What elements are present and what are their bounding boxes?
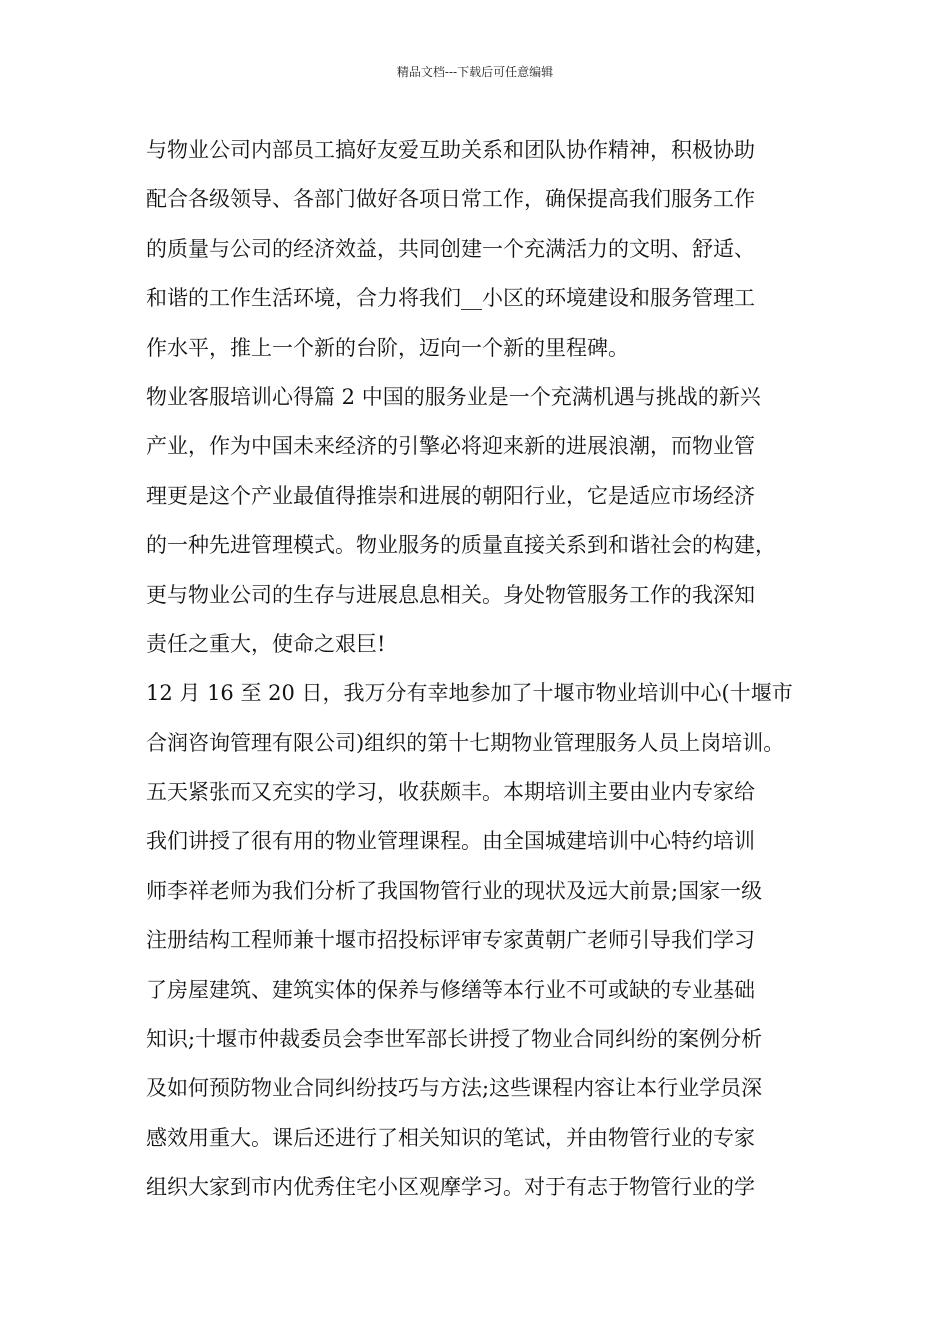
text-line: 五天紧张而又充实的学习，收获颇丰。本期培训主要由业内专家给 bbox=[146, 780, 755, 805]
text-line: 12 月 16 至 20 日，我万分有幸地参加了十堰市物业培训中心(十堰市 bbox=[146, 681, 793, 706]
text-line: 我们讲授了很有用的物业管理课程。由全国城建培训中心特约培训 bbox=[146, 829, 755, 854]
text-line: 合润咨询管理有限公司)组织的第十七期物业管理服务人员上岗培训。 bbox=[146, 730, 785, 755]
text-line: 责任之重大，使命之艰巨! bbox=[146, 631, 386, 656]
text-line: 感效用重大。课后还进行了相关知识的笔试，并由物管行业的专家 bbox=[146, 1125, 755, 1150]
text-line: 与物业公司内部员工搞好友爱互助关系和团队协作精神，积极协助 bbox=[146, 138, 755, 162]
text-line: 注册结构工程师兼十堰市招投标评审专家黄朝广老师引导我们学习 bbox=[146, 928, 755, 953]
text-line: 的一种先进管理模式。物业服务的质量直接关系到和谐社会的构建， bbox=[146, 533, 776, 558]
text-line: 和谐的工作生活环境，合力将我们__小区的环境建设和服务管理工 bbox=[146, 286, 755, 311]
document-body bbox=[146, 126, 816, 1213]
text-line: 及如何预防物业合同纠纷技巧与方法;这些课程内容让本行业学员深 bbox=[146, 1076, 763, 1101]
text-line: 师李祥老师为我们分析了我国物管行业的现状及远大前景;国家一级 bbox=[146, 878, 763, 903]
text-line: 组织大家到市内优秀住宅小区观摩学习。对于有志于物管行业的学 bbox=[146, 1175, 755, 1200]
text-line: 理更是这个产业最值得推崇和进展的朝阳行业，它是适应市场经济 bbox=[146, 483, 755, 508]
text-line: 配合各级领导、各部门做好各项日常工作，确保提高我们服务工作 bbox=[146, 187, 755, 212]
text-line: 作水平，推上一个新的台阶，迈向一个新的里程碑。 bbox=[146, 335, 629, 360]
text-line: 的质量与公司的经济效益，共同创建一个充满活力的文明、舒适、 bbox=[146, 236, 755, 261]
text-line: 了房屋建筑、建筑实体的保养与修缮等本行业不可或缺的专业基础 bbox=[146, 977, 755, 1002]
page-header: 精品文档---下载后可任意编辑 bbox=[396, 65, 554, 79]
text-line: 产业，作为中国未来经济的引擎必将迎来新的进展浪潮，而物业管 bbox=[146, 434, 755, 459]
text-line: 更与物业公司的生存与进展息息相关。身处物管服务工作的我深知 bbox=[146, 582, 755, 607]
text-line: 知识;十堰市仲裁委员会李世军部长讲授了物业合同纠纷的案例分析 bbox=[146, 1027, 763, 1052]
text-line: 物业客服培训心得篇 2 中国的服务业是一个充满机遇与挑战的新兴 bbox=[146, 384, 761, 409]
